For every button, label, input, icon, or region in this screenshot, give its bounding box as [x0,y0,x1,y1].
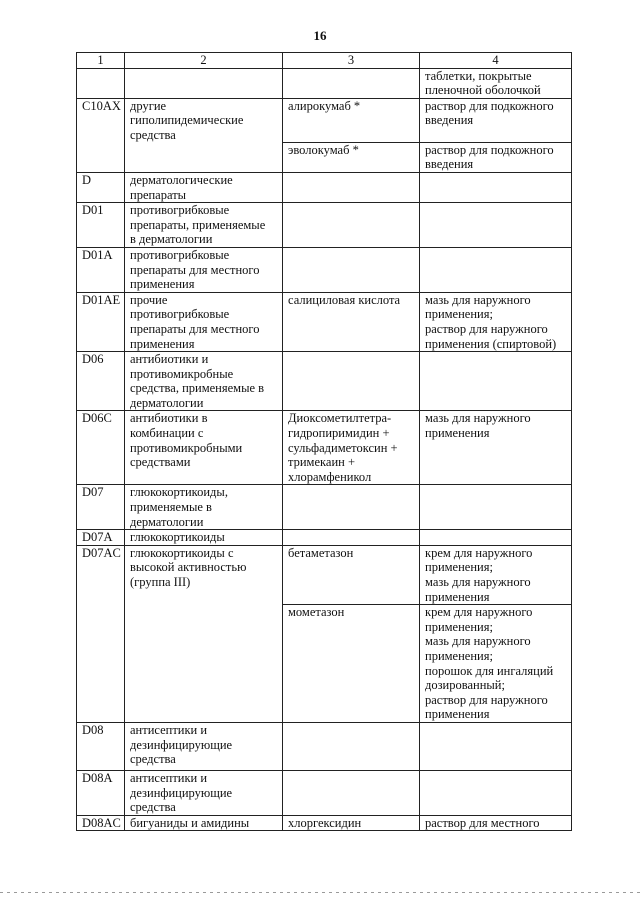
table-cell [420,722,572,770]
table-cell: D06C [77,411,125,485]
table-cell: мазь для наружного применения [420,411,572,485]
table-row [77,172,572,202]
table-cell: эволокумаб * [283,142,420,172]
table-cell: дерматологические препараты [125,172,283,202]
table-cell [125,68,283,98]
table-cell: антисептики и дезинфицирующие средства [125,770,283,815]
table-row [77,352,572,411]
table-cell [283,485,420,530]
page-number: 16 [313,28,327,43]
table-cell: Диоксометилтетра- гидропиримидин + сульфадиметоксин + тримекаин + хлорамфеникол [283,411,420,485]
table-cell [283,530,420,546]
table-cell [420,247,572,292]
table-cell: алирокумаб * [283,98,420,142]
table-row [77,722,572,770]
table-header-row [77,53,572,69]
table-body [77,53,572,831]
table-cell [283,203,420,248]
header-cell-col-3: 3 [283,53,420,69]
table-cell: хлоргексидин [283,815,420,831]
header-cell-col-2: 2 [125,53,283,69]
table-cell [420,352,572,411]
table-cell: противогрибковые препараты, применяемые в дерматологии [125,203,283,248]
table-cell [283,722,420,770]
table-cell: D01 [77,203,125,248]
table-cell: крем для наружного применения; мазь для наружного применения; порошок для ингаляций дозированный; раствор для наружного применения [420,605,572,723]
table-cell: глюкокортикоиды [125,530,283,546]
table-cell: бетаметазон [283,545,420,604]
table-cell [283,770,420,815]
table-row [77,203,572,248]
table-cell: раствор для подкожного введения [420,142,572,172]
table-row [77,530,572,546]
table-cell [283,68,420,98]
table-cell: крем для наружного применения; мазь для наружного применения [420,545,572,604]
header-cell-col-4: 4 [420,53,572,69]
table-row [77,770,572,815]
table-row [77,68,572,98]
table-cell: D01A [77,247,125,292]
table-cell [420,770,572,815]
table-cell: антисептики и дезинфицирующие средства [125,722,283,770]
table-cell: D [77,172,125,202]
table-cell: таблетки, покрытые пленочной оболочкой [420,68,572,98]
table-cell: бигуаниды и амидины [125,815,283,831]
table-row [77,292,572,351]
table-row [77,98,572,142]
table-cell: D07 [77,485,125,530]
table-cell: D01AE [77,292,125,351]
table-cell [283,352,420,411]
table-cell [283,172,420,202]
table-row [77,411,572,485]
table-cell: D06 [77,352,125,411]
table-cell: антибиотики и противомикробные средства, применяемые в дерматологии [125,352,283,411]
scan-bottom-edge [0,892,640,893]
table-cell [420,172,572,202]
table-row [77,545,572,604]
table-cell: другие гиполипидемические средства [125,98,283,172]
table-cell [420,203,572,248]
table-cell [77,68,125,98]
table-cell: мазь для наружного применения; раствор для наружного применения (спиртовой) [420,292,572,351]
drug-classification-table [76,52,572,831]
table-row [77,815,572,831]
table-cell: C10AX [77,98,125,172]
table-cell: глюкокортикоиды, применяемые в дерматологии [125,485,283,530]
table-cell: салициловая кислота [283,292,420,351]
table-cell: раствор для подкожного введения [420,98,572,142]
table-row [77,485,572,530]
table-cell: D07A [77,530,125,546]
table-cell: противогрибковые препараты для местного применения [125,247,283,292]
table-cell [420,485,572,530]
table-row [77,247,572,292]
table-cell: глюкокортикоиды с высокой активностью (группа III) [125,545,283,722]
table-cell: прочие противогрибковые препараты для местного применения [125,292,283,351]
table-cell: D08A [77,770,125,815]
header-cell-col-1: 1 [77,53,125,69]
table-cell [283,247,420,292]
table-cell: мометазон [283,605,420,723]
table-cell: антибиотики в комбинации с противомикробными средствами [125,411,283,485]
table-cell: D08 [77,722,125,770]
table-cell [420,530,572,546]
table-cell: раствор для местного [420,815,572,831]
table-cell: D07AC [77,545,125,722]
table-cell: D08AC [77,815,125,831]
